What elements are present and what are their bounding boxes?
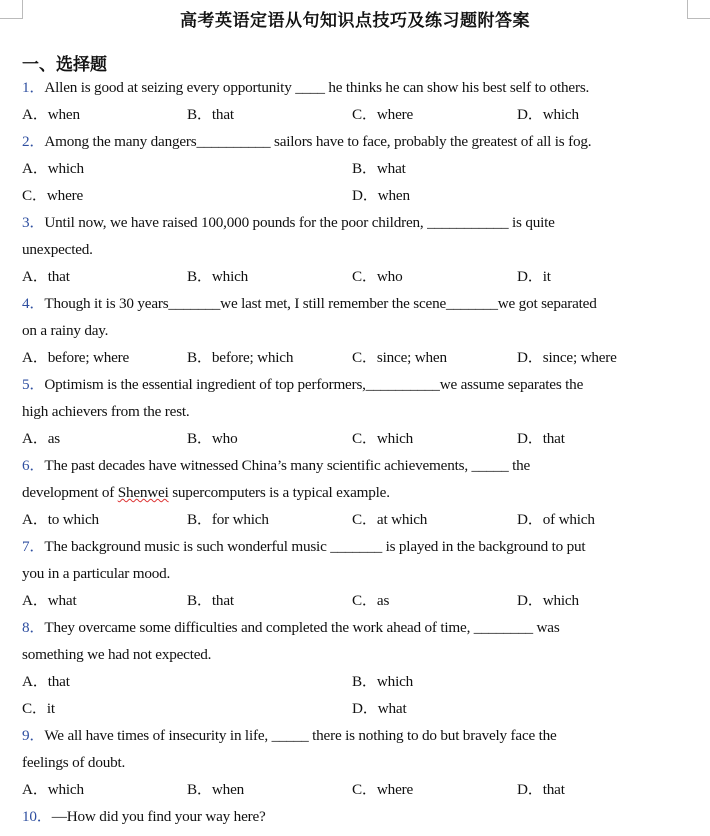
question-number: 1．: [22, 79, 45, 96]
option-b[interactable]: B．when: [187, 781, 245, 798]
option-c[interactable]: C．as: [352, 592, 390, 609]
question-2-options-row-2: [22, 182, 692, 209]
question-10: [22, 803, 692, 830]
question-number: 2．: [22, 133, 45, 150]
question-9: [22, 722, 692, 749]
option-b[interactable]: B．that: [187, 106, 234, 123]
option-a[interactable]: A．before; where: [22, 349, 130, 366]
question-list: [22, 74, 692, 830]
option-a[interactable]: A．when: [22, 106, 80, 123]
question-number: 7．: [22, 538, 45, 555]
option-c[interactable]: C．where: [352, 781, 414, 798]
question-number: 4．: [22, 295, 45, 312]
question-4-continuation: on a rainy day.: [22, 322, 109, 339]
question-2-options-row-1: [22, 155, 692, 182]
spellcheck-underlined-word: Shenwei: [117, 484, 169, 501]
question-number: 3．: [22, 214, 45, 231]
option-c[interactable]: C．which: [352, 430, 414, 447]
question-text: The background music is such wonderful music _______ is played in the background to put: [44, 538, 586, 555]
question-1: [22, 74, 692, 101]
question-5-options: [22, 425, 692, 452]
question-7-continuation: you in a particular mood.: [22, 565, 171, 582]
option-c[interactable]: C．at which: [352, 511, 428, 528]
question-6-options: [22, 506, 692, 533]
option-d[interactable]: D．that: [517, 430, 565, 447]
question-8-options-row-2: [22, 695, 692, 722]
document-title: 高考英语定语从句知识点技巧及练习题附答案: [180, 11, 530, 31]
question-4: [22, 290, 692, 317]
question-number: 8．: [22, 619, 45, 636]
option-c[interactable]: C．it: [22, 700, 55, 717]
question-5-continuation: high achievers from the rest.: [22, 403, 190, 420]
question-4-options: [22, 344, 692, 371]
option-b[interactable]: B．that: [187, 592, 234, 609]
option-b[interactable]: B．who: [187, 430, 238, 447]
question-8-continuation: something we had not expected.: [22, 646, 212, 663]
option-d[interactable]: D．it: [517, 268, 551, 285]
question-8-options-row-1: [22, 668, 692, 695]
continuation-text-after: supercomputers is a typical example.: [168, 484, 390, 501]
question-3-options: [22, 263, 692, 290]
question-1-options: [22, 101, 692, 128]
option-c[interactable]: C．where: [352, 106, 414, 123]
question-6: [22, 452, 692, 479]
option-d[interactable]: D．that: [517, 781, 565, 798]
option-a[interactable]: A．to which: [22, 511, 99, 528]
question-number: 6．: [22, 457, 45, 474]
option-b[interactable]: B．which: [187, 268, 249, 285]
question-text: Optimism is the essential ingredient of top performers,__________we assume separates the: [44, 376, 584, 393]
question-8: [22, 614, 692, 641]
question-text: The past decades have witnessed China’s many scientific achievements, _____ the: [44, 457, 531, 474]
question-7-options: [22, 587, 692, 614]
option-d[interactable]: D．which: [517, 592, 579, 609]
question-2: [22, 128, 692, 155]
option-b[interactable]: B．what: [352, 160, 406, 177]
question-9-continuation: feelings of doubt.: [22, 754, 126, 771]
option-a[interactable]: A．as: [22, 430, 61, 447]
question-number: 10．: [22, 808, 52, 825]
question-text: They overcame some difficulties and completed the work ahead of time, ________ was: [44, 619, 560, 636]
option-d[interactable]: D．what: [352, 700, 407, 717]
question-5: [22, 371, 692, 398]
question-number: 9．: [22, 727, 45, 744]
option-a[interactable]: A．which: [22, 781, 84, 798]
question-7: [22, 533, 692, 560]
question-text: Until now, we have raised 100,000 pounds for the poor children, ___________ is quite: [44, 214, 555, 231]
option-d[interactable]: D．of which: [517, 511, 595, 528]
option-c[interactable]: C．where: [22, 187, 84, 204]
question-text: We all have times of insecurity in life, _____ there is nothing to do but bravely face the: [44, 727, 557, 744]
question-9-options: [22, 776, 692, 803]
option-c[interactable]: C．since; when: [352, 349, 447, 366]
option-b[interactable]: B．for which: [187, 511, 269, 528]
section-heading: 一、选择题: [22, 55, 107, 75]
option-d[interactable]: D．when: [352, 187, 410, 204]
question-3: [22, 209, 692, 236]
option-a[interactable]: A．that: [22, 268, 70, 285]
continuation-text-before: development of: [22, 484, 118, 501]
option-b[interactable]: B．which: [352, 673, 414, 690]
question-text: Though it is 30 years_______we last met, I still remember the scene_______we got separated: [44, 295, 597, 312]
question-3-continuation: unexpected.: [22, 241, 93, 258]
question-text: —How did you find your way here?: [51, 808, 266, 825]
option-d[interactable]: D．since; where: [517, 349, 617, 366]
question-text: Allen is good at seizing every opportunity ____ he thinks he can show his best self to others.: [44, 79, 590, 96]
option-b[interactable]: B．before; which: [187, 349, 294, 366]
option-c[interactable]: C．who: [352, 268, 403, 285]
option-a[interactable]: A．which: [22, 160, 84, 177]
option-a[interactable]: A．that: [22, 673, 70, 690]
question-number: 5．: [22, 376, 45, 393]
option-d[interactable]: D．which: [517, 106, 579, 123]
question-text: Among the many dangers__________ sailors have to face, probably the greatest of all is fog.: [44, 133, 592, 150]
option-a[interactable]: A．what: [22, 592, 77, 609]
question-6-continuation: [22, 479, 692, 506]
